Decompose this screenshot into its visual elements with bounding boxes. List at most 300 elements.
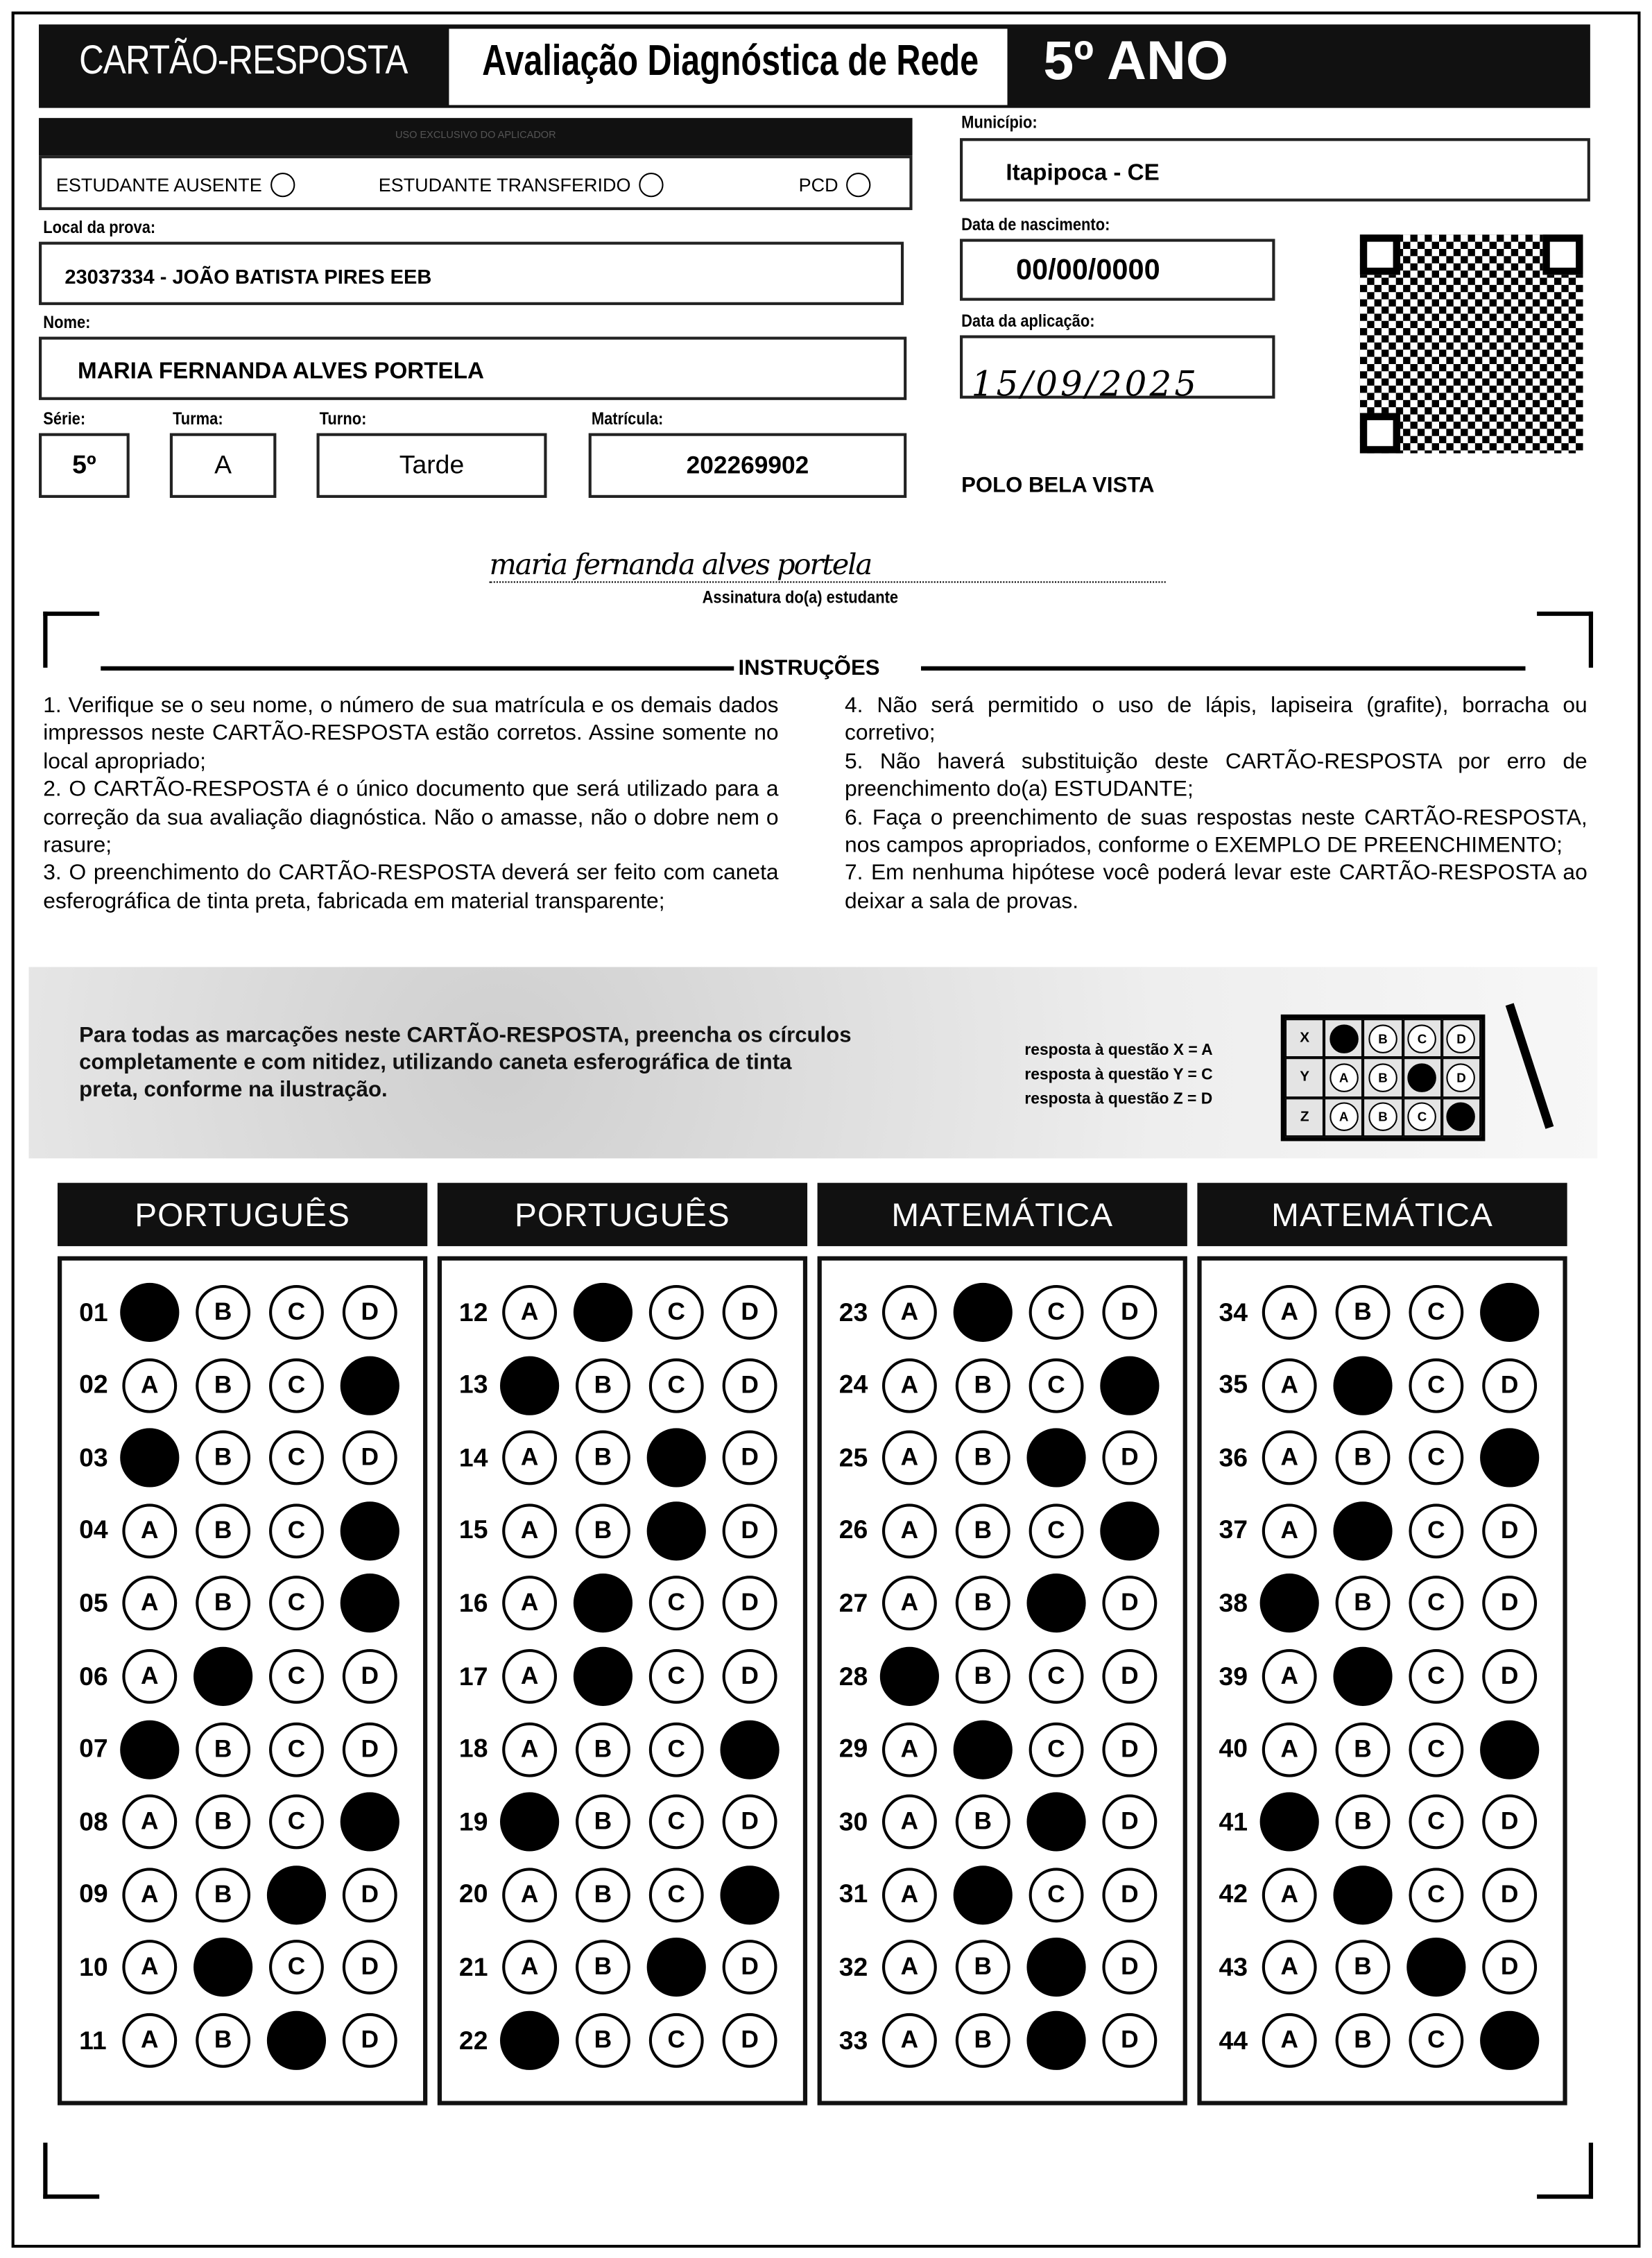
answer-bubble[interactable]: B xyxy=(196,1358,250,1413)
question-row xyxy=(822,1863,1176,1927)
answer-column xyxy=(818,1256,1187,2105)
answer-bubble-filled[interactable] xyxy=(341,1501,399,1560)
corner-mark xyxy=(1537,612,1593,668)
signature-line[interactable] xyxy=(489,546,1166,583)
answer-bubble-filled[interactable] xyxy=(720,1865,779,1924)
question-number: 05 xyxy=(79,1588,108,1618)
turno-label: Turno: xyxy=(319,408,367,429)
answer-bubble-filled[interactable] xyxy=(1406,1938,1465,1997)
signature-handwritten: maria fernanda alves portela xyxy=(489,546,872,582)
answer-bubble[interactable]: D xyxy=(1102,2013,1157,2068)
answer-bubble[interactable]: A xyxy=(882,2013,937,2068)
answer-bubble[interactable]: A xyxy=(122,1868,177,1922)
answer-bubble[interactable]: D xyxy=(723,1795,777,1850)
qr-finder xyxy=(1542,234,1583,275)
answer-bubble[interactable]: B xyxy=(1336,1285,1391,1340)
answer-bubble[interactable]: B xyxy=(1336,1431,1391,1485)
answer-bubble[interactable]: C xyxy=(1029,1358,1084,1413)
exam-title: Avaliação Diagnóstica de Rede xyxy=(482,37,979,85)
answer-bubble[interactable]: D xyxy=(1102,1431,1157,1485)
question-row xyxy=(1202,1499,1556,1562)
answer-bubble[interactable]: D xyxy=(343,1285,397,1340)
question-number: 24 xyxy=(838,1370,868,1399)
answer-bubble[interactable]: C xyxy=(1409,1722,1463,1777)
instruction-item: 6. Faça o preenchimento de suas respostas neste CARTÃO-RESPOSTA, nos campos apropriados, conforme o EXEMPLO DE PREENCHIMENTO; xyxy=(845,805,1588,858)
answer-bubble[interactable]: B xyxy=(196,1868,250,1922)
answer-bubble[interactable]: C xyxy=(649,1722,704,1777)
answer-bubble[interactable]: A xyxy=(1262,1649,1317,1704)
example-bubble: C xyxy=(1408,1103,1436,1132)
example-bubble: C xyxy=(1408,1024,1436,1053)
answer-bubble-filled[interactable] xyxy=(1480,1283,1539,1342)
answer-bubble-filled[interactable] xyxy=(1260,1574,1319,1633)
answer-bubble-filled[interactable] xyxy=(341,1356,399,1415)
question-row xyxy=(442,1718,795,1781)
answer-bubble-filled[interactable] xyxy=(954,1720,1013,1779)
answer-bubble[interactable]: A xyxy=(502,1649,557,1704)
answer-column xyxy=(438,1256,807,2105)
example-bubble: D xyxy=(1447,1024,1476,1053)
answer-bubble[interactable]: C xyxy=(1409,1358,1463,1413)
answer-bubble[interactable]: D xyxy=(1102,1649,1157,1704)
question-row xyxy=(442,1427,795,1490)
divider xyxy=(921,666,1526,671)
turno-field: Tarde xyxy=(317,433,547,498)
option-absent[interactable] xyxy=(56,173,295,197)
question-number: 28 xyxy=(838,1661,868,1691)
answer-bubble[interactable]: A xyxy=(882,1868,937,1922)
answer-bubble[interactable]: A xyxy=(1262,1868,1317,1922)
example-legend xyxy=(1024,1039,1212,1112)
corner-mark xyxy=(1537,2143,1593,2199)
answer-bubble[interactable]: B xyxy=(1336,1576,1391,1631)
answer-bubble-filled[interactable] xyxy=(1100,1501,1159,1560)
answer-bubble[interactable]: A xyxy=(1262,1722,1317,1777)
answer-bubble[interactable]: A xyxy=(1262,2013,1317,2068)
answer-bubble[interactable]: C xyxy=(269,1649,324,1704)
question-number: 40 xyxy=(1219,1734,1248,1764)
answer-bubble[interactable]: D xyxy=(723,1285,777,1340)
answer-bubble[interactable]: C xyxy=(649,1576,704,1631)
answer-bubble-filled[interactable] xyxy=(120,1283,179,1342)
question-row xyxy=(1202,1281,1556,1344)
answer-bubble[interactable]: C xyxy=(1409,1795,1463,1850)
answer-bubble[interactable]: B xyxy=(1336,2013,1391,2068)
example-cell xyxy=(1363,1098,1402,1137)
municipio-label: Município: xyxy=(961,112,1038,132)
example-bubble: A xyxy=(1330,1103,1359,1132)
matricula-field: 202269902 xyxy=(589,433,907,498)
example-cell xyxy=(1442,1058,1481,1098)
answer-bubble[interactable]: D xyxy=(1482,1940,1537,1995)
question-number: 39 xyxy=(1219,1661,1248,1691)
answer-bubble[interactable]: D xyxy=(723,1503,777,1558)
answer-bubble-filled[interactable] xyxy=(1100,1356,1159,1415)
answer-bubble-filled[interactable] xyxy=(574,1283,633,1342)
answer-bubble[interactable]: D xyxy=(1102,1940,1157,1995)
answer-bubble-filled[interactable] xyxy=(120,1720,179,1779)
answer-bubble-filled[interactable] xyxy=(120,1429,179,1488)
column-header: MATEMÁTICA xyxy=(1197,1183,1567,1246)
answer-bubble[interactable]: B xyxy=(576,1503,630,1558)
answer-bubble[interactable]: D xyxy=(1102,1868,1157,1922)
option-transferred[interactable] xyxy=(379,173,664,197)
answer-bubble[interactable]: C xyxy=(1409,1576,1463,1631)
question-number: 37 xyxy=(1219,1515,1248,1545)
qr-finder xyxy=(1360,413,1400,454)
answer-bubble-filled[interactable] xyxy=(647,1429,706,1488)
radio-circle[interactable] xyxy=(270,173,295,197)
answer-bubble[interactable]: B xyxy=(576,1795,630,1850)
answer-bubble[interactable]: D xyxy=(1102,1285,1157,1340)
question-row xyxy=(62,1572,415,1635)
answer-bubble[interactable]: D xyxy=(343,1649,397,1704)
question-row xyxy=(822,1572,1176,1635)
question-row xyxy=(822,1718,1176,1781)
name-value: MARIA FERNANDA ALVES PORTELA xyxy=(78,359,484,385)
answer-bubble[interactable]: B xyxy=(956,1940,1010,1995)
answer-bubble[interactable]: A xyxy=(1262,1940,1317,1995)
answer-bubble[interactable]: C xyxy=(1029,1722,1084,1777)
answer-bubble[interactable]: B xyxy=(196,2013,250,2068)
answer-bubble[interactable]: A xyxy=(122,1940,177,1995)
example-bubble xyxy=(1447,1103,1476,1132)
answer-bubble[interactable]: B xyxy=(196,1795,250,1850)
answer-column xyxy=(1197,1256,1567,2105)
answer-bubble-filled[interactable] xyxy=(1480,1720,1539,1779)
instruction-item: 3. O preenchimento do CARTÃO-RESPOSTA deverá ser feito com caneta esferográfica de tinta preta, fabricada em material transparente; xyxy=(43,861,779,914)
name-field xyxy=(39,337,906,400)
answer-column xyxy=(58,1256,427,2105)
radio-circle[interactable] xyxy=(847,173,871,197)
example-bubble: A xyxy=(1330,1063,1359,1092)
answer-bubble[interactable]: C xyxy=(1409,1649,1463,1704)
answer-bubble[interactable]: A xyxy=(882,1358,937,1413)
answer-bubble[interactable]: C xyxy=(269,1576,324,1631)
answer-bubble[interactable]: C xyxy=(649,2013,704,2068)
answer-bubble[interactable]: B xyxy=(1336,1795,1391,1850)
answer-bubble[interactable]: D xyxy=(1482,1649,1537,1704)
answer-bubble[interactable]: D xyxy=(343,2013,397,2068)
signature-label: Assinatura do(a) estudante xyxy=(702,587,899,607)
answer-bubble[interactable]: B xyxy=(576,1358,630,1413)
answer-bubble[interactable]: B xyxy=(956,1649,1010,1704)
question-number: 32 xyxy=(838,1952,868,1982)
answer-bubble-filled[interactable] xyxy=(1026,1793,1085,1852)
polo-text: POLO BELA VISTA xyxy=(961,473,1155,498)
answer-bubble[interactable]: A xyxy=(882,1431,937,1485)
question-number: 18 xyxy=(458,1734,488,1764)
answer-bubble[interactable]: B xyxy=(956,2013,1010,2068)
radio-circle[interactable] xyxy=(639,173,664,197)
example-cell xyxy=(1402,1019,1441,1058)
answer-bubble[interactable]: B xyxy=(196,1503,250,1558)
answer-bubble[interactable]: B xyxy=(196,1576,250,1631)
question-number: 34 xyxy=(1219,1297,1248,1327)
answer-bubble[interactable]: D xyxy=(343,1722,397,1777)
answer-bubble[interactable]: C xyxy=(269,1940,324,1995)
status-options-box xyxy=(39,155,913,210)
question-number: 17 xyxy=(458,1661,488,1691)
answer-bubble-filled[interactable] xyxy=(341,1793,399,1852)
answer-bubble[interactable]: A xyxy=(122,1795,177,1850)
answer-bubble-filled[interactable] xyxy=(1333,1865,1392,1924)
answer-bubble[interactable]: A xyxy=(882,1503,937,1558)
answer-bubble-filled[interactable] xyxy=(1333,1501,1392,1560)
answer-bubble[interactable]: D xyxy=(343,1431,397,1485)
question-number: 03 xyxy=(79,1442,108,1472)
answer-bubble[interactable]: B xyxy=(576,1940,630,1995)
answer-bubble[interactable]: D xyxy=(723,1576,777,1631)
question-row xyxy=(442,1936,795,1999)
answer-bubble[interactable]: B xyxy=(956,1795,1010,1850)
answer-bubble[interactable]: D xyxy=(723,1431,777,1485)
answer-bubble[interactable]: B xyxy=(196,1431,250,1485)
question-row xyxy=(822,1791,1176,1854)
corner-mark xyxy=(43,2143,99,2199)
option-label: ESTUDANTE TRANSFERIDO xyxy=(378,174,631,196)
answer-bubble-filled[interactable] xyxy=(647,1501,706,1560)
question-row xyxy=(822,1281,1176,1344)
legend-line: resposta à questão X = A xyxy=(1024,1042,1213,1060)
answer-bubble[interactable]: A xyxy=(882,1722,937,1777)
answer-bubble[interactable]: A xyxy=(502,1431,557,1485)
example-cell xyxy=(1442,1019,1481,1058)
example-bubble: B xyxy=(1368,1063,1397,1092)
question-row xyxy=(822,1936,1176,1999)
answer-bubble[interactable]: D xyxy=(1482,1358,1537,1413)
answer-bubble[interactable]: C xyxy=(1029,1868,1084,1922)
answer-bubble[interactable]: B xyxy=(576,1868,630,1922)
answer-bubble[interactable]: A xyxy=(502,1940,557,1995)
answer-bubble[interactable]: A xyxy=(122,1503,177,1558)
question-row xyxy=(822,1499,1176,1562)
answer-bubble-filled[interactable] xyxy=(1480,2011,1539,2070)
answer-bubble[interactable]: A xyxy=(502,1285,557,1340)
answer-bubble[interactable]: B xyxy=(576,1431,630,1485)
answer-bubble[interactable]: C xyxy=(649,1285,704,1340)
answer-bubble-filled[interactable] xyxy=(1260,1793,1319,1852)
answer-bubble[interactable]: C xyxy=(269,1431,324,1485)
answer-bubble-filled[interactable] xyxy=(720,1720,779,1779)
answer-bubble[interactable]: B xyxy=(1336,1722,1391,1777)
answer-bubble[interactable]: B xyxy=(956,1576,1010,1631)
instructions-left xyxy=(43,692,778,915)
legend-line: resposta à questão Z = D xyxy=(1024,1090,1213,1108)
grade-title: 5º ANO xyxy=(1043,31,1229,92)
question-row xyxy=(442,1499,795,1562)
answer-bubble-filled[interactable] xyxy=(267,2011,326,2070)
answer-bubble[interactable]: D xyxy=(1102,1576,1157,1631)
answer-bubble-filled[interactable] xyxy=(1026,2011,1085,2070)
answer-bubble-filled[interactable] xyxy=(574,1647,633,1706)
answer-bubble[interactable]: D xyxy=(1102,1795,1157,1850)
question-number: 06 xyxy=(79,1661,108,1691)
municipio-field xyxy=(960,138,1590,201)
answer-bubble[interactable]: D xyxy=(1482,1576,1537,1631)
example-cell xyxy=(1324,1019,1363,1058)
answer-bubble[interactable]: C xyxy=(649,1358,704,1413)
question-number: 36 xyxy=(1219,1442,1248,1472)
question-row xyxy=(62,1354,415,1417)
question-number: 42 xyxy=(1219,1879,1248,1909)
answer-bubble[interactable]: A xyxy=(1262,1503,1317,1558)
answer-bubble-filled[interactable] xyxy=(1333,1647,1392,1706)
application-date-handwritten: 15/09/2025 xyxy=(971,363,1200,405)
answer-bubble[interactable]: B xyxy=(196,1722,250,1777)
answer-bubble[interactable]: A xyxy=(502,1576,557,1631)
question-row xyxy=(442,1572,795,1635)
answer-bubble-filled[interactable] xyxy=(193,1647,252,1706)
answer-bubble[interactable]: A xyxy=(502,1868,557,1922)
answer-bubble[interactable]: A xyxy=(882,1940,937,1995)
answer-bubble[interactable]: C xyxy=(1409,1503,1463,1558)
question-number: 04 xyxy=(79,1515,108,1545)
answer-bubble[interactable]: A xyxy=(882,1285,937,1340)
answer-bubble[interactable]: B xyxy=(956,1431,1010,1485)
example-cell xyxy=(1402,1058,1441,1098)
answer-bubble[interactable]: D xyxy=(1482,1868,1537,1922)
example-bubble: B xyxy=(1368,1103,1397,1132)
answer-bubble[interactable]: A xyxy=(122,1649,177,1704)
local-field xyxy=(39,242,904,305)
question-number: 26 xyxy=(838,1515,868,1545)
answer-bubble[interactable]: C xyxy=(269,1358,324,1413)
instruction-item: 7. Em nenhuma hipótese você poderá levar este CARTÃO-RESPOSTA ao deixar a sala de provas. xyxy=(845,861,1588,914)
question-row xyxy=(442,1863,795,1927)
answer-bubble[interactable]: C xyxy=(1409,1868,1463,1922)
turma-field: A xyxy=(170,433,277,498)
answer-bubble[interactable]: C xyxy=(649,1868,704,1922)
answer-bubble-filled[interactable] xyxy=(954,1865,1013,1924)
answer-bubble[interactable]: A xyxy=(1262,1285,1317,1340)
question-number: 16 xyxy=(458,1588,488,1618)
answer-bubble[interactable]: B xyxy=(196,1285,250,1340)
answer-bubble-filled[interactable] xyxy=(1480,1429,1539,1488)
question-row xyxy=(62,1427,415,1490)
qr-code xyxy=(1360,234,1583,453)
name-label: Nome: xyxy=(43,312,91,333)
answer-bubble[interactable]: B xyxy=(576,1722,630,1777)
answer-bubble[interactable]: C xyxy=(649,1795,704,1850)
answer-bubble[interactable]: B xyxy=(576,2013,630,2068)
question-number: 43 xyxy=(1219,1952,1248,1982)
question-number: 41 xyxy=(1219,1807,1248,1836)
answer-bubble[interactable]: A xyxy=(882,1795,937,1850)
question-row xyxy=(62,1645,415,1708)
column-header: PORTUGUÊS xyxy=(58,1183,427,1246)
municipio-value: Itapipoca - CE xyxy=(1006,161,1160,186)
answer-bubble[interactable]: C xyxy=(1029,1285,1084,1340)
question-number: 22 xyxy=(458,2025,488,2055)
answer-bubble[interactable]: C xyxy=(1409,1285,1463,1340)
corner-mark xyxy=(43,612,99,668)
answer-bubble-filled[interactable] xyxy=(500,1793,559,1852)
example-text: Para todas as marcações neste CARTÃO-RESPOSTA, preencha os círculos completamente e com nitidez, utilizando caneta esferográfica de tinta preta, conforme na ilustração. xyxy=(79,1023,852,1103)
answer-bubble[interactable]: C xyxy=(1409,1431,1463,1485)
question-number: 15 xyxy=(458,1515,488,1545)
answer-bubble-filled[interactable] xyxy=(647,1938,706,1997)
option-pcd[interactable] xyxy=(799,173,872,197)
application-date-field[interactable] xyxy=(960,335,1275,405)
answer-bubble[interactable]: D xyxy=(343,1940,397,1995)
question-number: 13 xyxy=(458,1370,488,1399)
answer-bubble[interactable]: C xyxy=(269,1285,324,1340)
answer-bubble-filled[interactable] xyxy=(1026,1574,1085,1633)
answer-bubble[interactable]: A xyxy=(122,2013,177,2068)
answer-bubble[interactable]: A xyxy=(882,1576,937,1631)
answer-bubble-filled[interactable] xyxy=(500,1356,559,1415)
answer-bubble[interactable]: D xyxy=(1482,1503,1537,1558)
answer-bubble[interactable]: C xyxy=(1409,2013,1463,2068)
answer-bubble[interactable]: C xyxy=(1029,1649,1084,1704)
local-value: 23037334 - JOÃO BATISTA PIRES EEB xyxy=(64,264,432,288)
answer-bubble-filled[interactable] xyxy=(574,1574,633,1633)
turma-label: Turma: xyxy=(173,408,223,429)
answer-bubble-filled[interactable] xyxy=(341,1574,399,1633)
answer-bubble[interactable]: D xyxy=(1102,1722,1157,1777)
answer-bubble[interactable]: A xyxy=(502,1503,557,1558)
example-cell xyxy=(1363,1019,1402,1058)
answer-bubble[interactable]: C xyxy=(649,1649,704,1704)
question-row xyxy=(1202,2009,1556,2072)
answer-bubble[interactable]: C xyxy=(269,1722,324,1777)
legend-line: resposta à questão Y = C xyxy=(1024,1066,1213,1084)
question-row xyxy=(822,1354,1176,1417)
example-bubble xyxy=(1330,1024,1359,1053)
question-number: 31 xyxy=(838,1879,868,1909)
question-row xyxy=(1202,1645,1556,1708)
answer-bubble[interactable]: B xyxy=(1336,1940,1391,1995)
answer-bubble[interactable]: D xyxy=(723,1649,777,1704)
option-label: ESTUDANTE AUSENTE xyxy=(55,174,262,196)
answer-bubble[interactable]: C xyxy=(269,1503,324,1558)
applicator-bar: USO EXCLUSIVO DO APLICADOR xyxy=(39,118,913,155)
birthdate-value: 00/00/0000 xyxy=(1015,255,1160,286)
answer-bubble[interactable]: D xyxy=(343,1868,397,1922)
answer-bubble[interactable]: A xyxy=(502,1722,557,1777)
answer-bubble-filled[interactable] xyxy=(1333,1356,1392,1415)
question-row xyxy=(442,1791,795,1854)
question-number: 14 xyxy=(458,1442,488,1472)
answer-bubble[interactable]: B xyxy=(956,1358,1010,1413)
question-row xyxy=(1202,1791,1556,1854)
instructions-title: INSTRUÇÕES xyxy=(738,656,880,681)
answer-bubble-filled[interactable] xyxy=(954,1283,1013,1342)
answer-bubble-filled[interactable] xyxy=(1026,1938,1085,1997)
question-number: 19 xyxy=(458,1807,488,1836)
answer-bubble-filled[interactable] xyxy=(880,1647,939,1706)
answer-bubble[interactable]: C xyxy=(1029,1503,1084,1558)
answer-bubble[interactable]: C xyxy=(269,1795,324,1850)
answer-bubble-filled[interactable] xyxy=(267,1865,326,1924)
answer-bubble[interactable]: A xyxy=(1262,1431,1317,1485)
answer-bubble-filled[interactable] xyxy=(500,2011,559,2070)
answer-bubble[interactable]: D xyxy=(723,2013,777,2068)
answer-bubble[interactable]: D xyxy=(723,1940,777,1995)
question-row xyxy=(442,2009,795,2072)
question-number: 11 xyxy=(79,2025,107,2055)
answer-bubble[interactable]: B xyxy=(956,1503,1010,1558)
answer-bubble[interactable]: A xyxy=(122,1358,177,1413)
serie-field: 5º xyxy=(39,433,130,498)
answer-bubble[interactable]: A xyxy=(122,1576,177,1631)
answer-bubble-filled[interactable] xyxy=(193,1938,252,1997)
answer-bubble[interactable]: D xyxy=(1482,1795,1537,1850)
answer-bubble[interactable]: A xyxy=(1262,1358,1317,1413)
answer-bubble[interactable]: D xyxy=(723,1358,777,1413)
answer-bubble-filled[interactable] xyxy=(1026,1429,1085,1488)
